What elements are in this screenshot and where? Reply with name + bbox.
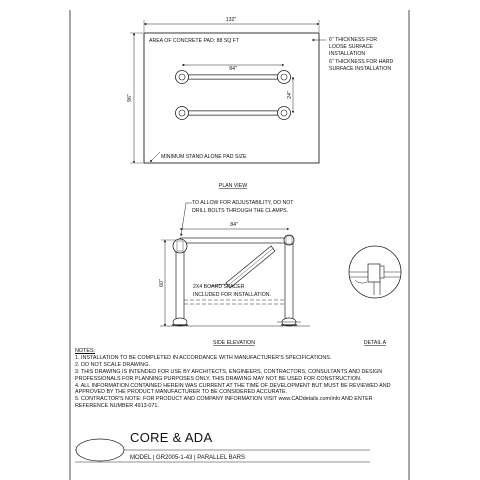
- detail-a: [349, 246, 401, 346]
- thickness-note-line: INSTALLATION: [329, 51, 366, 57]
- side-elevation-label: SIDE ELEVATION: [213, 340, 255, 346]
- note-line: REFERENCE NUMBER 4913-071.: [75, 403, 159, 410]
- detail-clamp: [368, 264, 380, 282]
- thickness-note-line: 6" THICKNESS FOR HARD: [329, 59, 394, 65]
- note-line: 2. DO NOT SCALE DRAWING.: [75, 361, 150, 368]
- detail-a-label: DETAIL A: [363, 340, 387, 346]
- spacer-note-line: INCLUDED FOR INSTALLATION.: [193, 292, 271, 298]
- post-icon: [179, 110, 185, 116]
- left-post: [176, 242, 184, 320]
- board-spacer-edge: [228, 249, 273, 286]
- plan-view: [127, 17, 395, 189]
- note-line: 5. CONTRACTOR'S NOTE: FOR PRODUCT AND COMPANY INFORMATION VISIT www.CADdetails.com/info AND ENTER: [75, 396, 373, 403]
- pad-height-dim: 96": [127, 94, 133, 102]
- pad-area-label: AREA OF CONCRETE PAD: 88 SQ FT: [149, 38, 240, 44]
- right-post: [285, 242, 293, 320]
- note-line: 1. INSTALLATION TO BE COMPLETED IN ACCORDANCE WITH MANUFACTURER'S SPECIFICATIONS.: [75, 354, 332, 361]
- post-icon: [281, 110, 287, 116]
- adjustability-note-line: DRILL BOLTS THROUGH THE CLAMPS.: [192, 208, 289, 214]
- note-line: 4. ALL INFORMATION CONTAINED HEREIN WAS CURRENT AT THE TIME OF DEVELOPMENT BUT MUST BE REVIEWED AND: [75, 382, 391, 389]
- thickness-note: [329, 37, 395, 72]
- notes-section: [75, 348, 405, 410]
- title-bubble: [76, 439, 124, 461]
- min-pad-note: MINIMUM STAND ALONE PAD SIZE: [161, 154, 247, 160]
- side-elevation: [159, 200, 310, 346]
- post-icon: [281, 74, 287, 80]
- thickness-note-line: SURFACE INSTALLATION: [329, 66, 392, 72]
- thickness-note-line: LOOSE SURFACE: [329, 44, 373, 50]
- plan-view-label: PLAN VIEW: [218, 183, 248, 189]
- bar-spacing-dim: 24": [287, 91, 293, 99]
- adjustability-note: [192, 200, 295, 214]
- adjustability-leader: [181, 203, 192, 236]
- thickness-note-line: 6" THICKNESS FOR: [329, 37, 378, 43]
- pad-width-dim: 132": [225, 17, 237, 23]
- clamp-icon: [284, 235, 294, 245]
- top-rail: [180, 238, 290, 243]
- detail-bolt: [380, 266, 384, 278]
- spacer-note: [193, 284, 271, 298]
- note-line: 3. THIS DRAWING IS INTENDED FOR USE BY ARCHITECTS, ENGINEERS, CONTRACTORS, CONSULTANTS AND DESIGN: [75, 368, 383, 375]
- rail-height-dim: 60": [159, 279, 165, 287]
- note-line: PROFESSIONALS FOR PLANNING PURPOSES ONLY. THIS DRAWING MAY NOT BE USED FOR CONSTRUCTION.: [75, 375, 362, 382]
- min-pad-leader: [150, 152, 160, 162]
- rail-length-dim: 84": [230, 222, 238, 228]
- bar-length-dim: 84": [229, 66, 237, 72]
- notes-heading: NOTES:: [75, 348, 96, 354]
- drawing-title: CORE & ADA: [130, 430, 213, 445]
- adjustability-note-line: TO ALLOW FOR ADJUSTABILITY, DO NOT: [192, 200, 294, 206]
- spacer-note-line: 2X4 BOARD SPACER: [193, 284, 245, 290]
- note-line: APPROVED BY THE PRODUCT MANUFACTURER TO BE CONSIDERED ACCURATE.: [75, 389, 288, 396]
- drawing-subtitle: MODEL | GR2005-1-43 | PARALLEL BARS: [130, 455, 245, 461]
- post-icon: [179, 74, 185, 80]
